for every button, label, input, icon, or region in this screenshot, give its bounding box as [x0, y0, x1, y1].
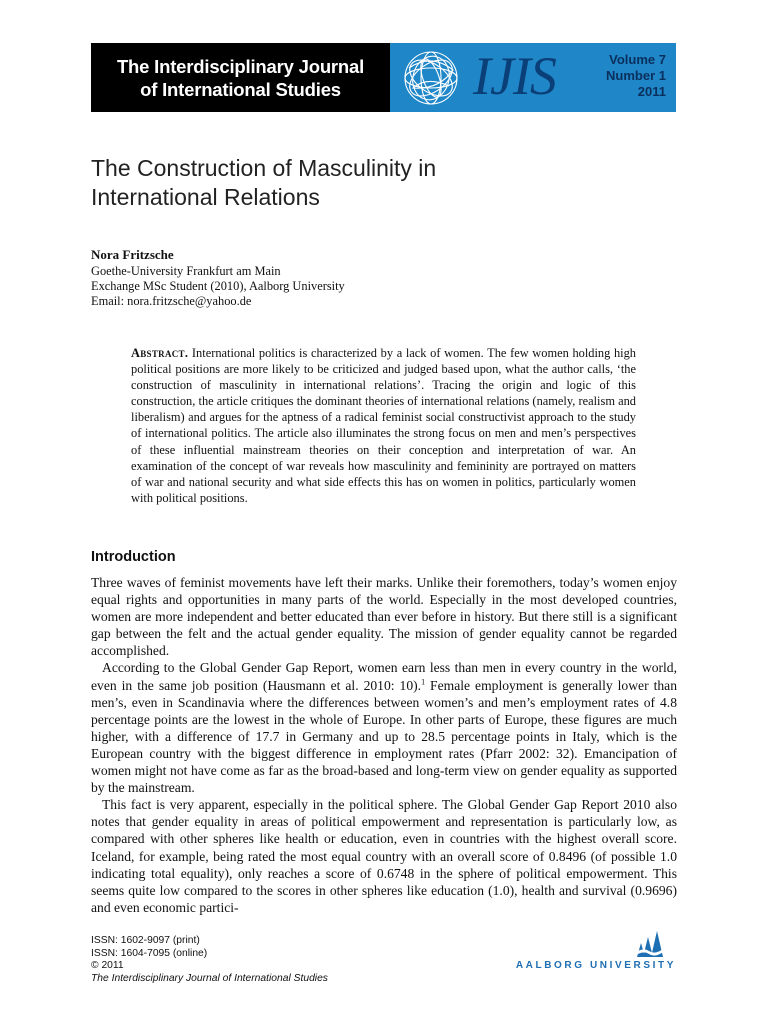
university-name: AALBORG UNIVERSITY [515, 960, 676, 971]
issn-print: ISSN: 1602-9097 (print) [91, 935, 200, 946]
number-label: Number 1 [606, 68, 666, 83]
author-email: Email: nora.fritzsche@yahoo.de [91, 294, 252, 308]
journal-name-line2: of International Studies [140, 78, 341, 100]
journal-name-line1: The Interdisciplinary Journal [116, 55, 365, 77]
volume-label: Volume 7 [609, 52, 666, 67]
copyright-prefix: © 2011 [91, 960, 124, 971]
author-name: Nora Fritzsche [91, 247, 174, 262]
year-label: 2011 [637, 84, 666, 99]
paragraph-2 [91, 659, 677, 796]
section-heading-introduction: Introduction [91, 549, 176, 565]
copyright-line [91, 960, 328, 985]
issn-online: ISSN: 1604-7095 (online) [91, 947, 208, 959]
copyright-journal: The Interdisciplinary Journal of International Studies [91, 972, 328, 984]
author-affiliation-1: Goethe-University Frankfurt am Main [91, 264, 281, 278]
footer-publication-info [91, 935, 328, 985]
footnote-marker[interactable]: 1 [421, 677, 426, 687]
abstract [131, 345, 636, 506]
journal-logo-block [390, 43, 676, 112]
article-title [91, 154, 436, 212]
journal-banner [91, 43, 676, 112]
article-title-line2: International Relations [91, 184, 320, 210]
aalborg-waves-icon [633, 929, 665, 959]
issue-info [606, 52, 666, 100]
abstract-text: International politics is characterized by a lack of women. The few women holding high political positions are more likely to be criticized and judged based upon, what the author calls, ‘the construction of masculinity in international relations’. Tracing the origin and logic of this construction, the article critiques the dominant theories of international relations (namely, realism and liberalism) and argues for the aptness of a radical feminist social constructivist approach to the study of international politics. The article also illuminates the strong focus on men and men’s perspectives of these influential mainstream theories on their conception and interpretation of war. An examination of the concept of war reveals how masculinity and femininity are portrayed on matters of war and national security and what side effects this has on women in politics, particularly women with political positions. [131, 346, 636, 505]
journal-acronym: IJIS [473, 46, 556, 106]
body-text [91, 574, 677, 916]
author-block [91, 247, 345, 309]
journal-name-block [91, 43, 390, 112]
abstract-label: Abstract. [131, 346, 189, 360]
article-title-line1: The Construction of Masculinity in [91, 155, 437, 181]
paragraph-3: This fact is very apparent, especially in the political sphere. The Global Gender Gap Report 2010 also notes that gender equality in areas of political empowerment and representation is particularly low, as compared with other spheres like health or education, even in countries with the highest overall score. Iceland, for example, being rated the most equal country with an overall score of 0.8496 (of possible 1.0 indicating total equality), only reaches a score of 0.6748 in the sphere of political empowerment. This seems quite low compared to the scores in other spheres like education (1.0), health and survival (0.9696) and even economic partici- [91, 797, 677, 915]
author-affiliation-2: Exchange MSc Student (2010), Aalborg University [91, 279, 345, 293]
globe-scribble-icon [399, 48, 463, 108]
paragraph-2-part-a: According to the Global Gender Gap Report, women earn less than men in every country in the world, even in the same job position (Hausmann et al. 2010: 10). [91, 660, 677, 693]
paragraph-2-part-b: Female employment is generally lower than men’s, even in Scandinavia where the differences between women’s and men’s employment rates of 4.8 percentage points are the lowest in the whole of Europe. In other parts of Europe, these figures are much higher, with a difference of 17.7 in Germany and up to 28.5 percentage points in Italy, which is the European country with the biggest difference in employment rates (Pfarr 2002: 32). Emancipation of women might not have come as far as the broad-based and long-term view on gender equality as supported by the mainstream. [91, 677, 677, 796]
paragraph-1: Three waves of feminist movements have left their marks. Unlike their foremothers, today’s women enjoy equal rights and opportunities in many parts of the world. Especially in the most developed countries, women are more independent and better educated than ever before in history. But there still is a significant gap between the felt and the actual gender equality. The mission of gender equality cannot be regarded accomplished. [91, 575, 677, 659]
